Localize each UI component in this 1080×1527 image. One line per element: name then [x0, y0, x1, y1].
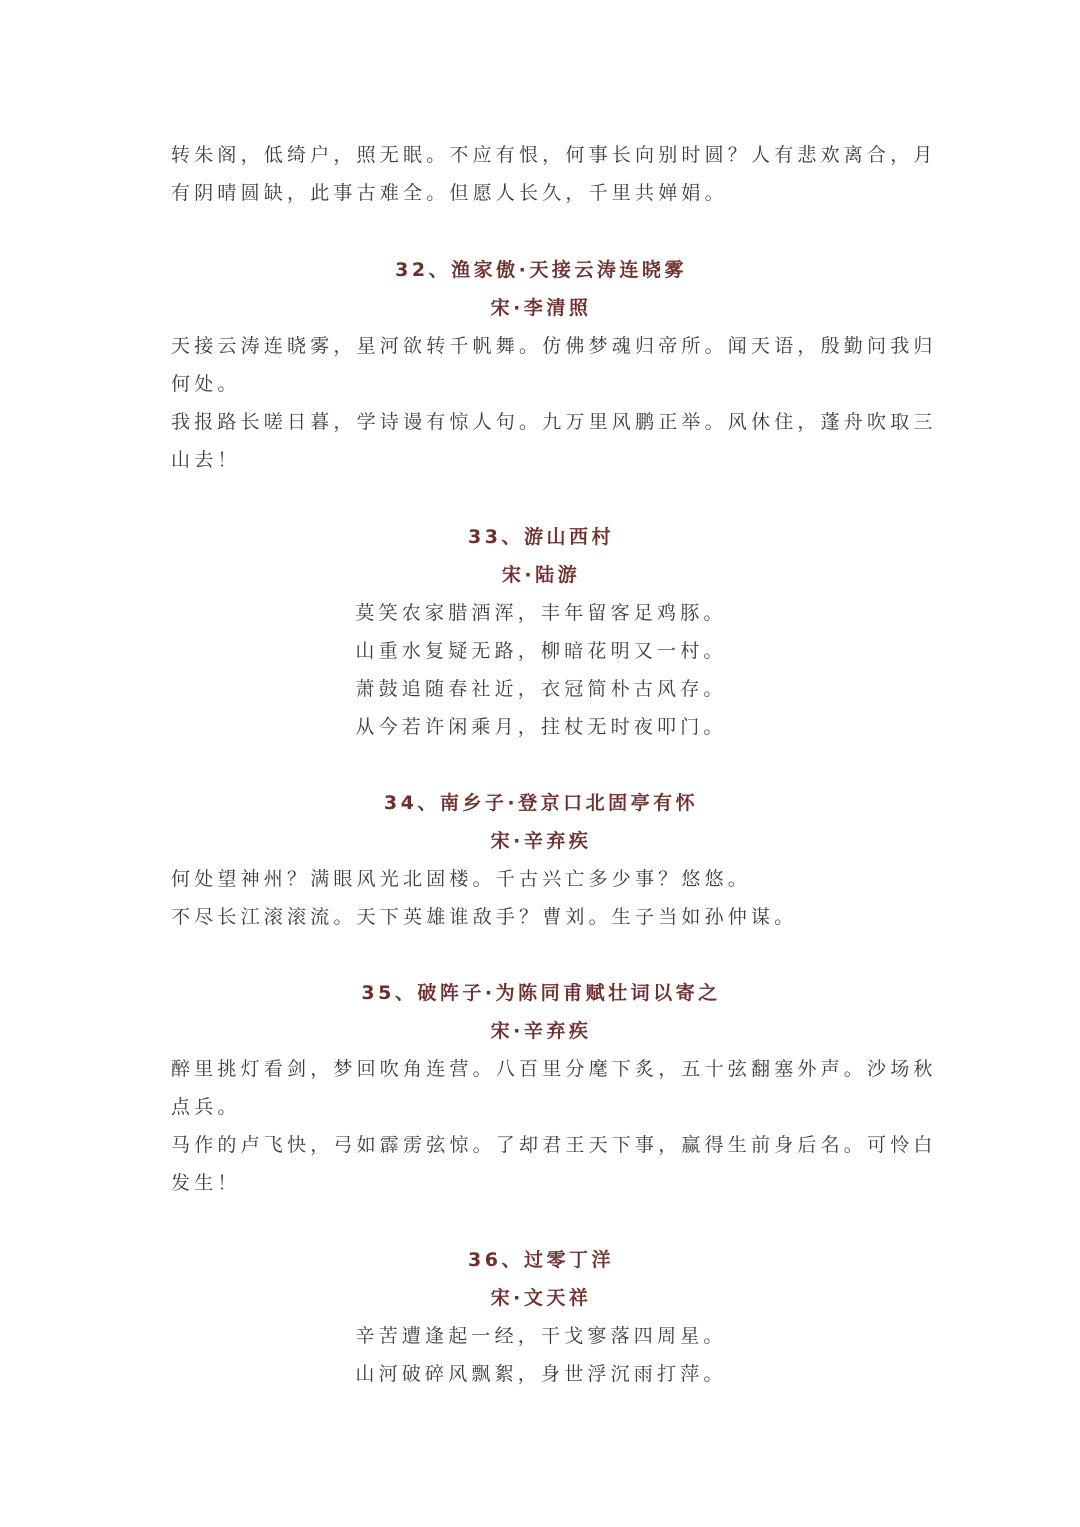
poem-line: 萧鼓追随春社近，衣冠简朴古风存。: [355, 678, 727, 700]
poem-title: 32、渔家傲·天接云涛连晓雾: [395, 259, 687, 281]
poem-line: 天接云涛连晓雾，星河欲转千帆舞。仿佛梦魂归帝所。闻天语，殷勤问我归: [171, 335, 937, 357]
poem-line: 山去！: [171, 449, 241, 471]
poem-line: 我报路长嗟日暮，学诗谩有惊人句。九万里风鹏正举。风休住，蓬舟吹取三: [171, 411, 937, 433]
poem-author: 宋·文天祥: [490, 1287, 592, 1309]
poem-title: 34、南乡子·登京口北固亭有怀: [383, 792, 699, 814]
poem-33: [171, 518, 911, 746]
poem-line: 从今若许闲乘月，拄杖无时夜叩门。: [355, 716, 727, 738]
poem-line: 辛苦遭逢起一经，干戈寥落四周星。: [355, 1325, 727, 1347]
poem-line: 莫笑农家腊酒浑，丰年留客足鸡豚。: [355, 602, 727, 624]
poem-title: 35、破阵子·为陈同甫赋壮词以寄之: [361, 982, 721, 1004]
poem-line: 何处。: [171, 373, 241, 395]
poem-32: [171, 251, 937, 479]
poem-line: 山河破碎风飘絮，身世浮沉雨打萍。: [355, 1363, 727, 1385]
poem-line: 山重水复疑无路，柳暗花明又一村。: [355, 640, 727, 662]
poem-author: 宋·李清照: [490, 297, 592, 319]
poem-line: 不尽长江滚滚流。天下英雄谁敌手？曹刘。生子当如孙仲谋。: [171, 906, 798, 928]
poem-line: 点兵。: [171, 1096, 241, 1118]
poem-34: [171, 784, 911, 936]
poem-line: 醉里挑灯看剑，梦回吹角连营。八百里分麾下炙，五十弦翻塞外声。沙场秋: [171, 1058, 937, 1080]
poem-35: [171, 974, 937, 1202]
intro-text: [171, 136, 937, 212]
poem-line: 马作的卢飞快，弓如霹雳弦惊。了却君王天下事，赢得生前身后名。可怜白: [171, 1134, 937, 1156]
poem-author: 宋·辛弃疾: [490, 830, 592, 852]
poem-title: 36、过零丁洋: [468, 1249, 614, 1271]
poem-36: [171, 1241, 911, 1393]
poem-author: 宋·陆游: [501, 564, 581, 586]
text-line: 有阴晴圆缺，此事古难全。但愿人长久，千里共婵娟。: [171, 182, 728, 204]
poem-line: 何处望神州？满眼风光北固楼。千古兴亡多少事？悠悠。: [171, 868, 752, 890]
poem-author: 宋·辛弃疾: [490, 1020, 592, 1042]
poem-title: 33、游山西村: [468, 526, 614, 548]
text-line: 转朱阁，低绮户，照无眠。不应有恨，何事长向别时圆？人有悲欢离合，月: [171, 144, 937, 166]
poem-line: 发生！: [171, 1172, 241, 1194]
